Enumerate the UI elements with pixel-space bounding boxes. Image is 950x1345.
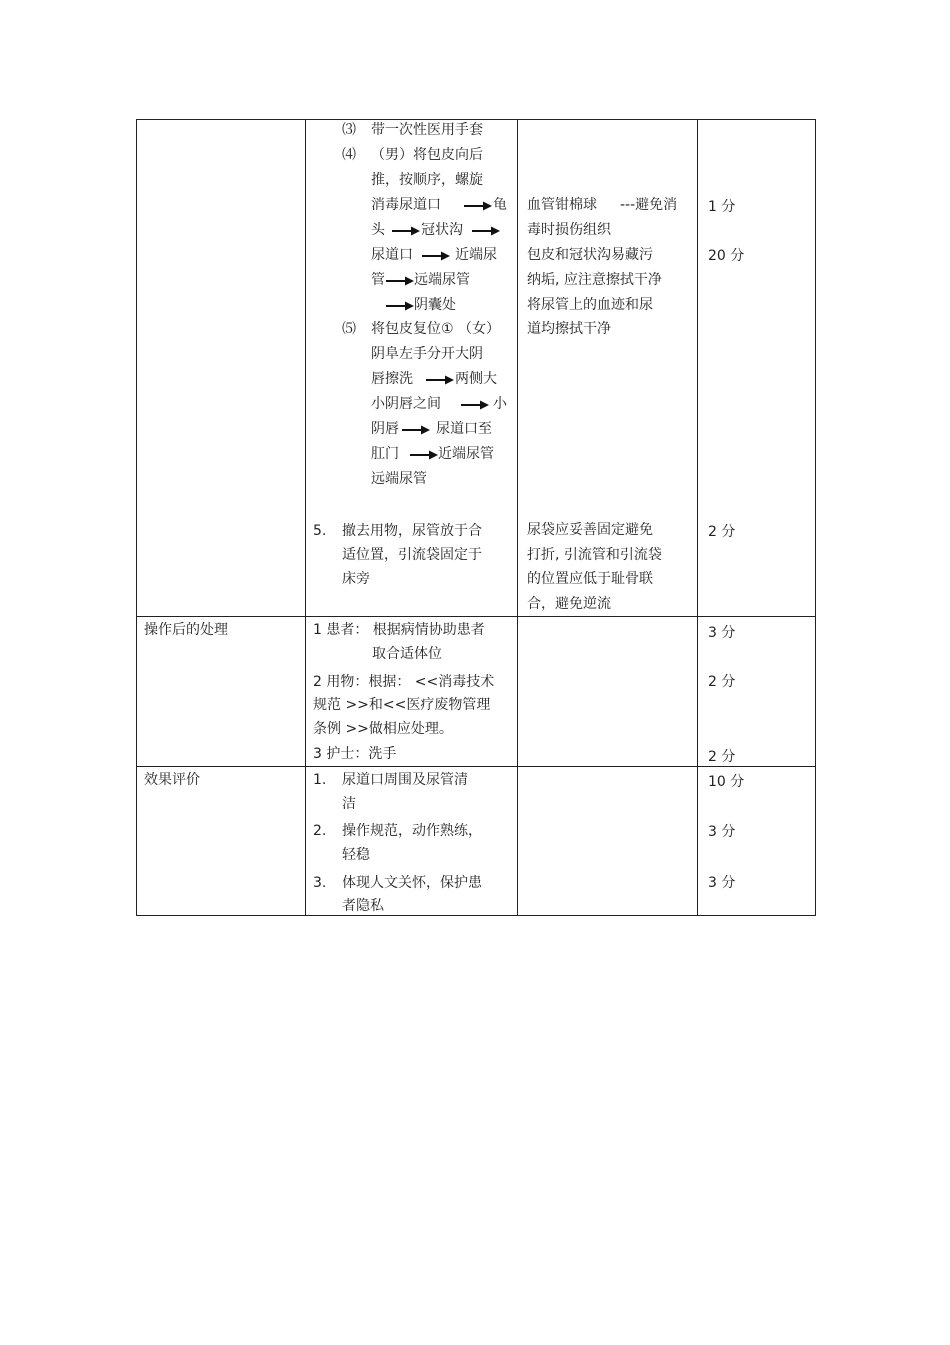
score-value: 2 分: [708, 524, 736, 540]
note-line: ---避免消: [620, 197, 678, 213]
note-line: 血管钳棉球: [527, 197, 597, 213]
column-divider-2: [517, 119, 518, 916]
step4-line: 近端尿: [455, 247, 497, 263]
item5-note: 的位置应低于耻骨联: [527, 571, 653, 587]
column-divider-1: [305, 119, 306, 916]
score-value: 10 分: [708, 774, 745, 790]
item5-note: 合，避免逆流: [527, 596, 611, 612]
item5-note: 打折, 引流管和引流袋: [527, 547, 662, 563]
note-line: 包皮和冠状沟易藏污: [527, 247, 653, 263]
after-nurse: 3 护士：洗手: [313, 746, 397, 762]
table-top-border: [136, 119, 816, 120]
evaluation-text: 者隐私: [342, 898, 384, 914]
step5-line: 近端尿管: [438, 446, 494, 462]
step3-text: 带一次性医用手套: [371, 122, 483, 138]
note-line: 纳垢, 应注意擦拭干净: [527, 272, 662, 288]
score-value: 2 分: [708, 749, 736, 765]
evaluation-number: 2.: [313, 823, 327, 839]
step4-line: 推，按顺序，螺旋: [371, 172, 483, 188]
step5-number: ⑸: [342, 321, 356, 337]
step4-line: 管: [371, 272, 385, 288]
arrow-right-icon: [464, 201, 492, 211]
evaluation-text: 尿道口周围及尿管清: [342, 772, 468, 788]
step4-line: 消毒尿道口: [371, 197, 441, 213]
step5-line: 唇擦洗: [371, 371, 413, 387]
evaluation-number: 3.: [313, 875, 327, 891]
evaluation-number: 1.: [313, 772, 327, 788]
arrow-right-icon: [386, 301, 414, 311]
row-divider-evaluation: [136, 766, 816, 767]
table-left-border: [136, 119, 137, 916]
table-right-border: [815, 119, 816, 916]
step5-line: 将包皮复位① （女）: [371, 321, 501, 337]
score-value: 2 分: [708, 674, 736, 690]
step5-line: 阴阜左手分开大阴: [371, 346, 483, 362]
step4-line: 头: [371, 222, 385, 238]
row-label-evaluation: 效果评价: [144, 772, 200, 788]
row-label-after: 操作后的处理: [144, 622, 228, 638]
evaluation-text: 操作规范，动作熟练，: [342, 823, 482, 839]
step4-number: ⑷: [342, 147, 356, 163]
evaluation-text: 体现人文关怀，保护患: [342, 875, 482, 891]
after-supplies: 2 用物：根据： <<消毒技术: [313, 674, 495, 690]
note-line: 道均擦拭干净: [527, 321, 611, 337]
item5-line: 撤去用物，尿管放于合: [342, 523, 482, 539]
step4-line: 冠状沟: [421, 222, 463, 238]
step4-line: 远端尿管: [414, 272, 470, 288]
note-line: 毒时损伤组织: [527, 222, 611, 238]
after-supplies: 规范 >>和<<医疗废物管理: [313, 697, 491, 713]
procedure-table: [136, 119, 816, 916]
arrow-right-icon: [392, 226, 420, 236]
after-supplies: 条例 >>做相应处理。: [313, 721, 453, 737]
arrow-right-icon: [461, 400, 489, 410]
score-value: 3 分: [708, 625, 736, 641]
arrow-right-icon: [472, 226, 500, 236]
column-divider-3: [697, 119, 698, 916]
row-divider-after: [136, 616, 816, 617]
step4-line: 阴囊处: [414, 297, 456, 313]
after-patient: 取合适体位: [372, 646, 442, 662]
arrow-right-icon: [426, 375, 454, 385]
item5-note: 尿袋应妥善固定避免: [527, 522, 653, 538]
step5-line: 小: [493, 396, 507, 412]
table-bottom-border: [136, 915, 816, 916]
arrow-right-icon: [410, 450, 438, 460]
arrow-right-icon: [386, 276, 414, 286]
after-patient: 1 患者： 根据病情协助患者: [313, 622, 485, 638]
evaluation-text: 轻稳: [342, 847, 370, 863]
step5-line: 阴唇: [371, 421, 399, 437]
step4-line: 龟: [493, 197, 507, 213]
step5-line: 远端尿管: [371, 471, 427, 487]
step3-number: ⑶: [342, 122, 356, 138]
step5-line: 两侧大: [455, 371, 497, 387]
step4-line: （男）将包皮向后: [371, 147, 483, 163]
score-value: 3 分: [708, 875, 736, 891]
step4-line: 尿道口: [371, 247, 413, 263]
score-value: 1 分: [708, 199, 736, 215]
item5-line: 床旁: [342, 571, 370, 587]
step5-line: 肛门: [371, 446, 399, 462]
score-value: 3 分: [708, 824, 736, 840]
note-line: 将尿管上的血迹和尿: [527, 297, 653, 313]
arrow-right-icon: [422, 251, 450, 261]
score-value: 20 分: [708, 248, 745, 264]
arrow-right-icon: [402, 425, 430, 435]
item5-line: 适位置，引流袋固定于: [342, 547, 482, 563]
item5-number: 5.: [313, 523, 327, 539]
step5-line: 尿道口至: [436, 421, 492, 437]
evaluation-text: 洁: [342, 796, 356, 812]
step5-line: 小阴唇之间: [371, 396, 441, 412]
